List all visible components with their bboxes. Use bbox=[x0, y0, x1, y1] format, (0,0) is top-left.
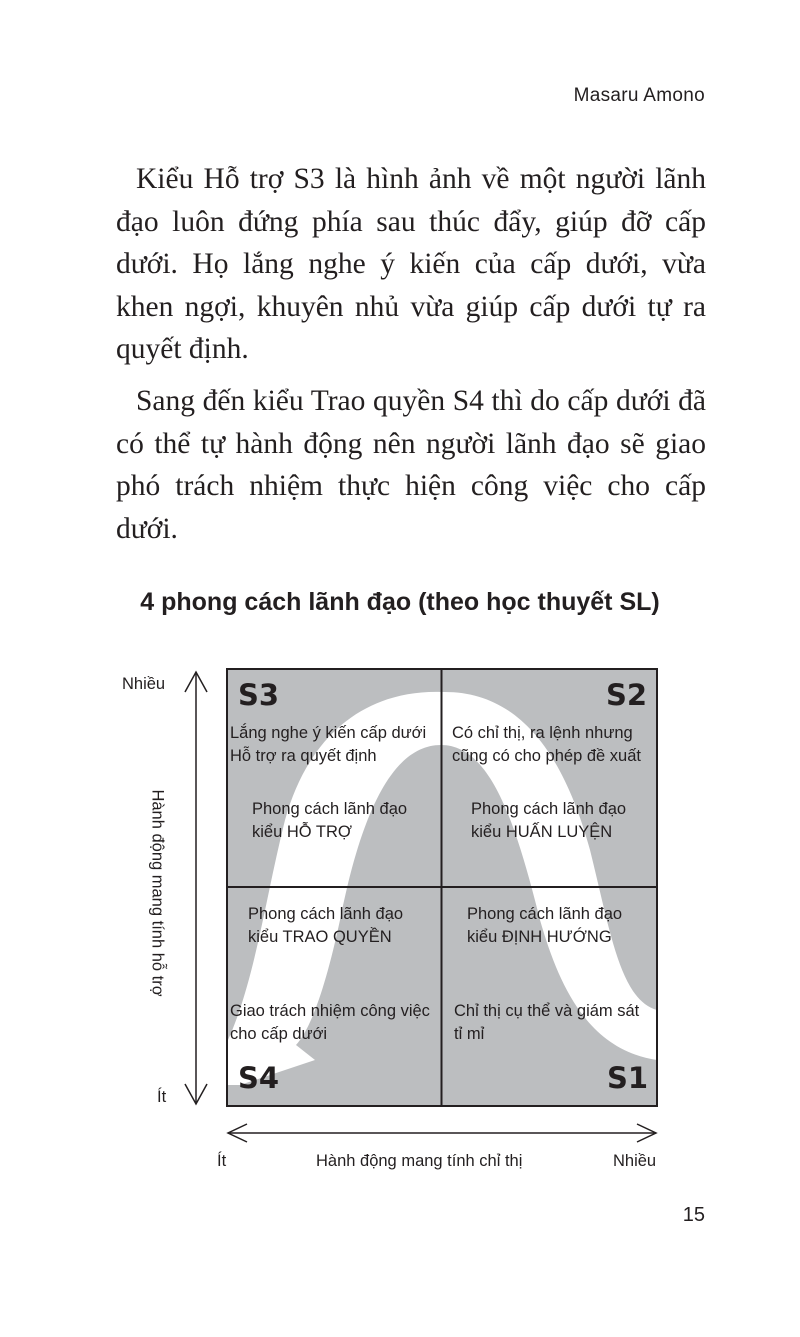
quadrant-behavior: Giao trách nhiệm công việc cho cấp dưới bbox=[230, 1002, 430, 1043]
quadrant-behavior: Lắng nghe ý kiến cấp dưới Hỗ trợ ra quyết định bbox=[230, 724, 427, 765]
y-axis-top-label: Nhiều bbox=[122, 675, 166, 693]
y-axis-arrow bbox=[185, 672, 207, 1104]
quadrant-style: Phong cách lãnh đạo kiểu TRAO QUYỀN bbox=[248, 905, 404, 946]
quadrant-behavior: Chỉ thị cụ thể và giám sát tỉ mỉ bbox=[454, 1002, 640, 1043]
page-number: 15 bbox=[682, 1204, 705, 1226]
paragraph-text: Kiểu Hỗ trợ S3 là hình ảnh về một người lãnh đạo luôn đứng phía sau thúc đẩy, giúp đỡ cấp dưới. Họ lắng nghe ý kiến của cấp dưới, vừa khen ngợi, khuyên nhủ vừa giúp cấp dưới tự ra quyết định. bbox=[116, 163, 706, 365]
quadrant-style: Phong cách lãnh đạo kiểu HỖ TRỢ bbox=[252, 800, 408, 841]
x-axis-right-label: Nhiều bbox=[613, 1152, 657, 1170]
y-axis-title: Hành động mang tính hỗ trợ bbox=[148, 789, 167, 997]
quadrant-code: S3 bbox=[238, 678, 280, 712]
quadrant-behavior: Có chỉ thị, ra lệnh nhưng cũng có cho phép đề xuất bbox=[452, 724, 641, 765]
x-axis-arrow bbox=[228, 1124, 656, 1142]
y-axis-bottom-label: Ít bbox=[157, 1088, 167, 1106]
running-header-author: Masaru Amono bbox=[573, 85, 705, 106]
quadrant-code: S2 bbox=[606, 678, 648, 712]
quadrant-style: Phong cách lãnh đạo kiểu ĐỊNH HƯỚNG bbox=[467, 905, 623, 946]
figure-title: 4 phong cách lãnh đạo (theo học thuyết SL) bbox=[140, 588, 660, 616]
quadrant-style: Phong cách lãnh đạo kiểu HUẤN LUYỆN bbox=[471, 800, 627, 841]
x-axis-left-label: Ít bbox=[217, 1152, 227, 1170]
quadrant-code: S4 bbox=[238, 1061, 280, 1095]
quadrant-code: S1 bbox=[607, 1061, 649, 1095]
paragraph-text: Sang đến kiểu Trao quyền S4 thì do cấp dưới đã có thể tự hành động nên người lãnh đạo sẽ giao phó trách nhiệm thực hiện công việc cho cấp dưới. bbox=[116, 385, 706, 545]
x-axis-title: Hành động mang tính chỉ thị bbox=[316, 1152, 523, 1170]
